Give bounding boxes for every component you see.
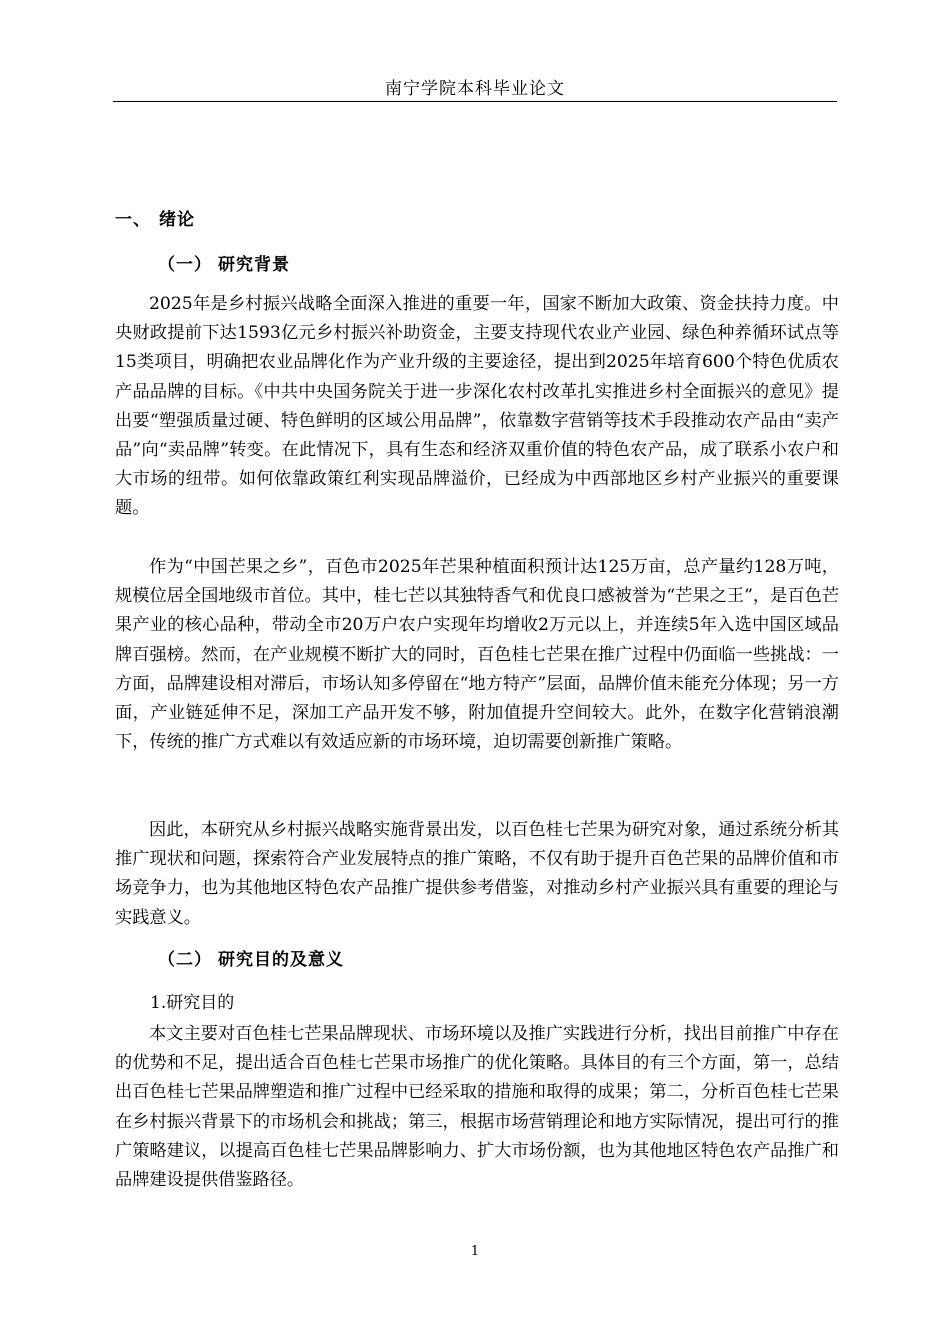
paragraph-mango-industry: 作为“中国芒果之乡”，百色市2025年芒果种植面积预计达125万亩，总产量约128万吨，规模位居全国地级市首位。其中，桂七芒以其独特香气和优良口感被誉为“芒果之王”，是百色芒果产业的核心品种，带动全市20万户农户实现年均增收2万元以上，并连续5年入选中国区域品牌百强榜。然而，在产业规模不断扩大的同时，百色桂七芒果在推广过程中仍面临一些挑战：一方面，品牌建设相对滞后，市场认知多停留在“地方特产”层面，品牌价值未能充分体现；另一方面，产业链延伸不足，深加工产品开发不够，附加值提升空间较大。此外，在数字化营销浪潮下，传统的推广方式难以有效适应新的市场环境，迫切需要创新推广策略。 bbox=[115, 557, 839, 753]
page-number: 1 bbox=[470, 1244, 480, 1259]
section-number: 一、 bbox=[115, 210, 151, 230]
subsection-heading-purpose bbox=[158, 945, 344, 970]
subsection-title: 研究背景 bbox=[218, 255, 290, 275]
section-title: 绪论 bbox=[159, 210, 195, 230]
running-header: 南宁学院本科毕业论文 bbox=[385, 79, 565, 99]
paragraph-research-significance: 因此，本研究从乡村振兴战略实施背景出发，以百色桂七芒果为研究对象，通过系统分析其推广现状和问题，探索符合产业发展特点的推广策略，不仅有助于提升百色芒果的品牌价值和市场竞争力，也为其他地区特色农产品推广提供参考借鉴，对推动乡村产业振兴具有重要的理论与实践意义。 bbox=[115, 820, 839, 928]
header-rule bbox=[113, 101, 837, 102]
subsubsection-heading: 1.研究目的 bbox=[150, 993, 235, 1013]
paragraph-research-purpose: 本文主要对百色桂七芒果品牌现状、市场环境以及推广实践进行分析，找出目前推广中存在的优势和不足，提出适合百色桂七芒果市场推广的优化策略。具体目的有三个方面，第一，总结出百色桂七芒果品牌塑造和推广过程中已经采取的措施和取得的成果；第二，分析百色桂七芒果在乡村振兴背景下的市场机会和挑战；第三，根据市场营销理论和地方实际情况，提出可行的推广策略建议，以提高百色桂七芒果品牌影响力、扩大市场份额，也为其他地区特色农产品推广和品牌建设提供借鉴路径。 bbox=[115, 1024, 839, 1191]
subsection-number: （一） bbox=[158, 255, 212, 275]
subsection-number: （二） bbox=[158, 950, 212, 970]
section-heading bbox=[115, 205, 195, 230]
paragraph-policy-background: 2025年是乡村振兴战略全面深入推进的重要一年，国家不断加大政策、资金扶持力度。中央财政提前下达1593亿元乡村振兴补助资金，主要支持现代农业产业园、绿色种养循环试点等15类项目，明确把农业品牌化作为产业升级的主要途径，提出到2025年培育600个特色优质农产品品牌的目标。《中共中央国务院关于进一步深化农村改革扎实推进乡村全面振兴的意见》提出要“塑强质量过硬、特色鲜明的区域公用品牌”，依靠数字营销等技术手段推动农产品由“卖产品”向“卖品牌”转变。在此情况下，具有生态和经济双重价值的特色农产品，成了联系小农户和大市场的纽带。如何依靠政策红利实现品牌溢价，已经成为中西部地区乡村产业振兴的重要课题。 bbox=[115, 294, 839, 519]
subsection-heading-background bbox=[158, 250, 290, 275]
subsection-title: 研究目的及意义 bbox=[218, 950, 344, 970]
